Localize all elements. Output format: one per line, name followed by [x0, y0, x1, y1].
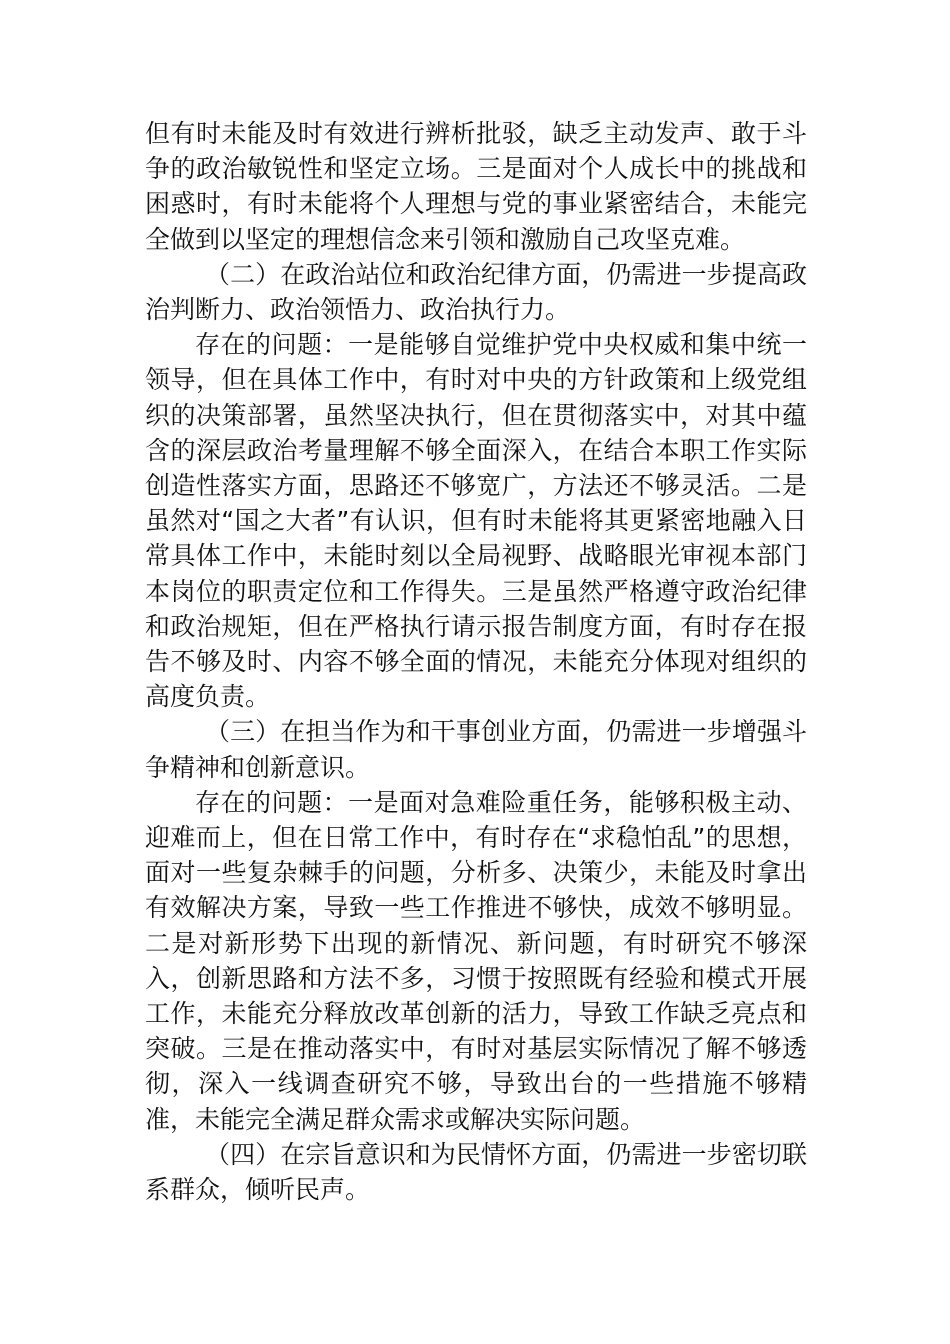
paragraph-continuation: 但有时未能及时有效进行辨析批驳，缺乏主动发声、敢于斗争的政治敏锐性和坚定立场。三是面对个人成长中的挑战和困惑时，有时未能将个人理想与党的事业紧密结合，未能完全做到以坚定的理想信念来引领和激励自己攻坚克难。	[145, 119, 807, 254]
section-heading-3: （三）在担当作为和干事创业方面，仍需进一步增强斗争精神和创新意识。	[145, 717, 807, 782]
document-body	[145, 116, 807, 1207]
section-2-problems: 存在的问题：一是能够自觉维护党中央权威和集中统一领导，但在具体工作中，有时对中央的方针政策和上级党组织的决策部署，虽然坚决执行，但在贯彻落实中，对其中蕴含的深层政治考量理解不够全面深入，在结合本职工作实际创造性落实方面，思路还不够宽广，方法还不够灵活。二是虽然对“国之大者”有认识，但有时未能将其更紧密地融入日常具体工作中，未能时刻以全局视野、战略眼光审视本部门本岗位的职责定位和工作得失。三是虽然严格遵守政治纪律和政治规矩，但在严格执行请示报告制度方面，有时存在报告不够及时、内容不够全面的情况，未能充分体现对组织的高度负责。	[145, 330, 807, 712]
section-heading-2: （二）在政治站位和政治纪律方面，仍需进一步提高政治判断力、政治领悟力、政治执行力。	[145, 259, 807, 325]
section-3-problems: 存在的问题：一是面对急难险重任务，能够积极主动、迎难而上，但在日常工作中，有时存在“求稳怕乱”的思想，面对一些复杂棘手的问题，分析多、决策少，未能及时拿出有效解决方案，导致一些工作推进不够快，成效不够明显。二是对新形势下出现的新情况、新问题，有时研究不够深入，创新思路和方法不多，习惯于按照既有经验和模式开展工作，未能充分释放改革创新的活力，导致工作缺乏亮点和突破。三是在推动落实中，有时对基层实际情况了解不够透彻，深入一线调查研究不够，导致出台的一些措施不够精准，未能完全满足群众需求或解决实际问题。	[145, 787, 807, 1134]
section-heading-4: （四）在宗旨意识和为民情怀方面，仍需进一步密切联系群众，倾听民声。	[145, 1139, 807, 1205]
